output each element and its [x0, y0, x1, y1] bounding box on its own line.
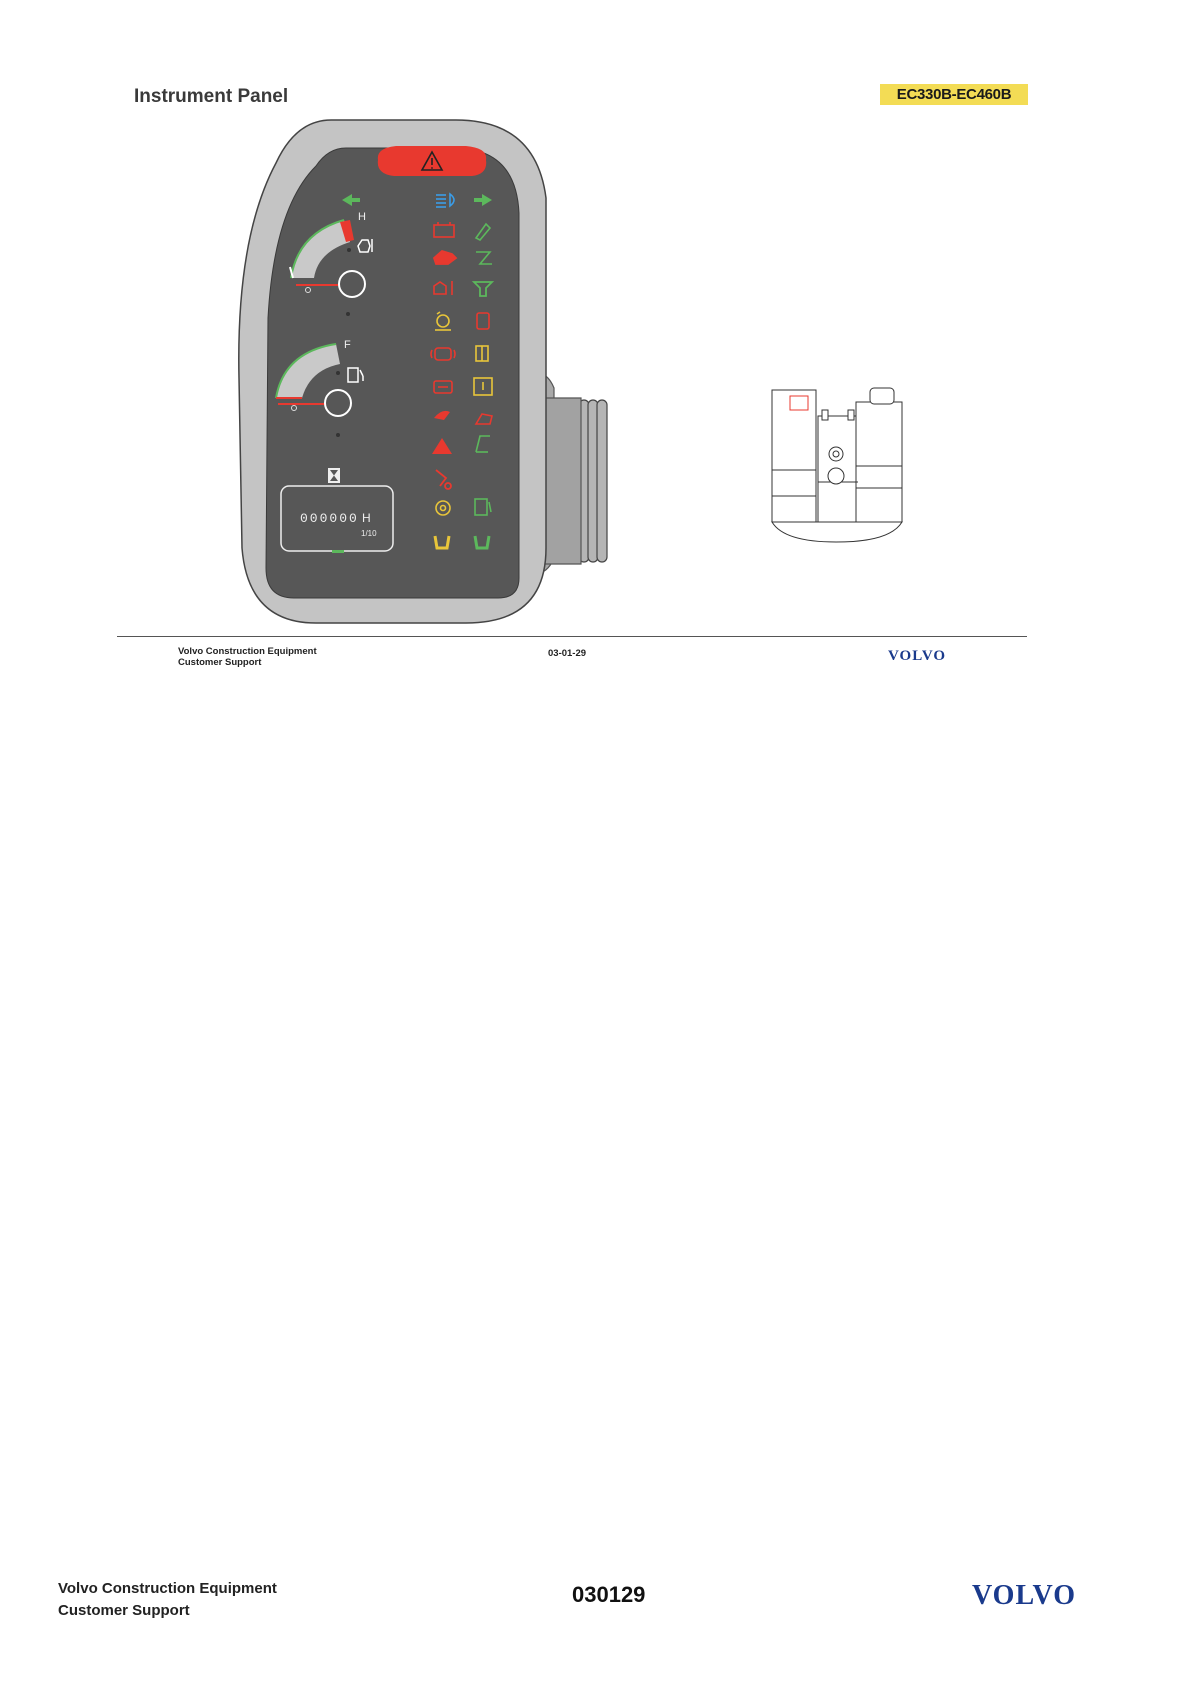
model-badge: EC330B-EC460B [880, 84, 1028, 105]
footer-company-line2: Customer Support [178, 657, 262, 668]
hourglass-icon [328, 468, 340, 483]
instrument-panel-illustration [236, 118, 626, 628]
footer-date: 03-01-29 [548, 648, 587, 659]
fuel-gauge-label: F [344, 339, 351, 351]
hour-meter-value: 000000 [300, 511, 359, 526]
doc-footer-company-line2: Customer Support [58, 1602, 190, 1619]
panel-location-diagram [770, 384, 920, 584]
doc-footer-company-line1: Volvo Construction Equipment [58, 1580, 277, 1597]
hour-meter-scale: 1/10 [361, 529, 377, 538]
volvo-logo-large: VOLVO [972, 1580, 1076, 1611]
page-title: Instrument Panel [134, 86, 289, 107]
volvo-logo-small: VOLVO [888, 648, 947, 664]
footer-company [178, 646, 317, 668]
document-code: 030129 [572, 1582, 646, 1607]
hour-meter-unit: H [362, 511, 371, 525]
footer-company-line1: Volvo Construction Equipment [178, 646, 317, 657]
document-footer-company [58, 1578, 277, 1622]
temp-gauge-label: H [358, 211, 366, 223]
footer-divider [117, 636, 1027, 637]
